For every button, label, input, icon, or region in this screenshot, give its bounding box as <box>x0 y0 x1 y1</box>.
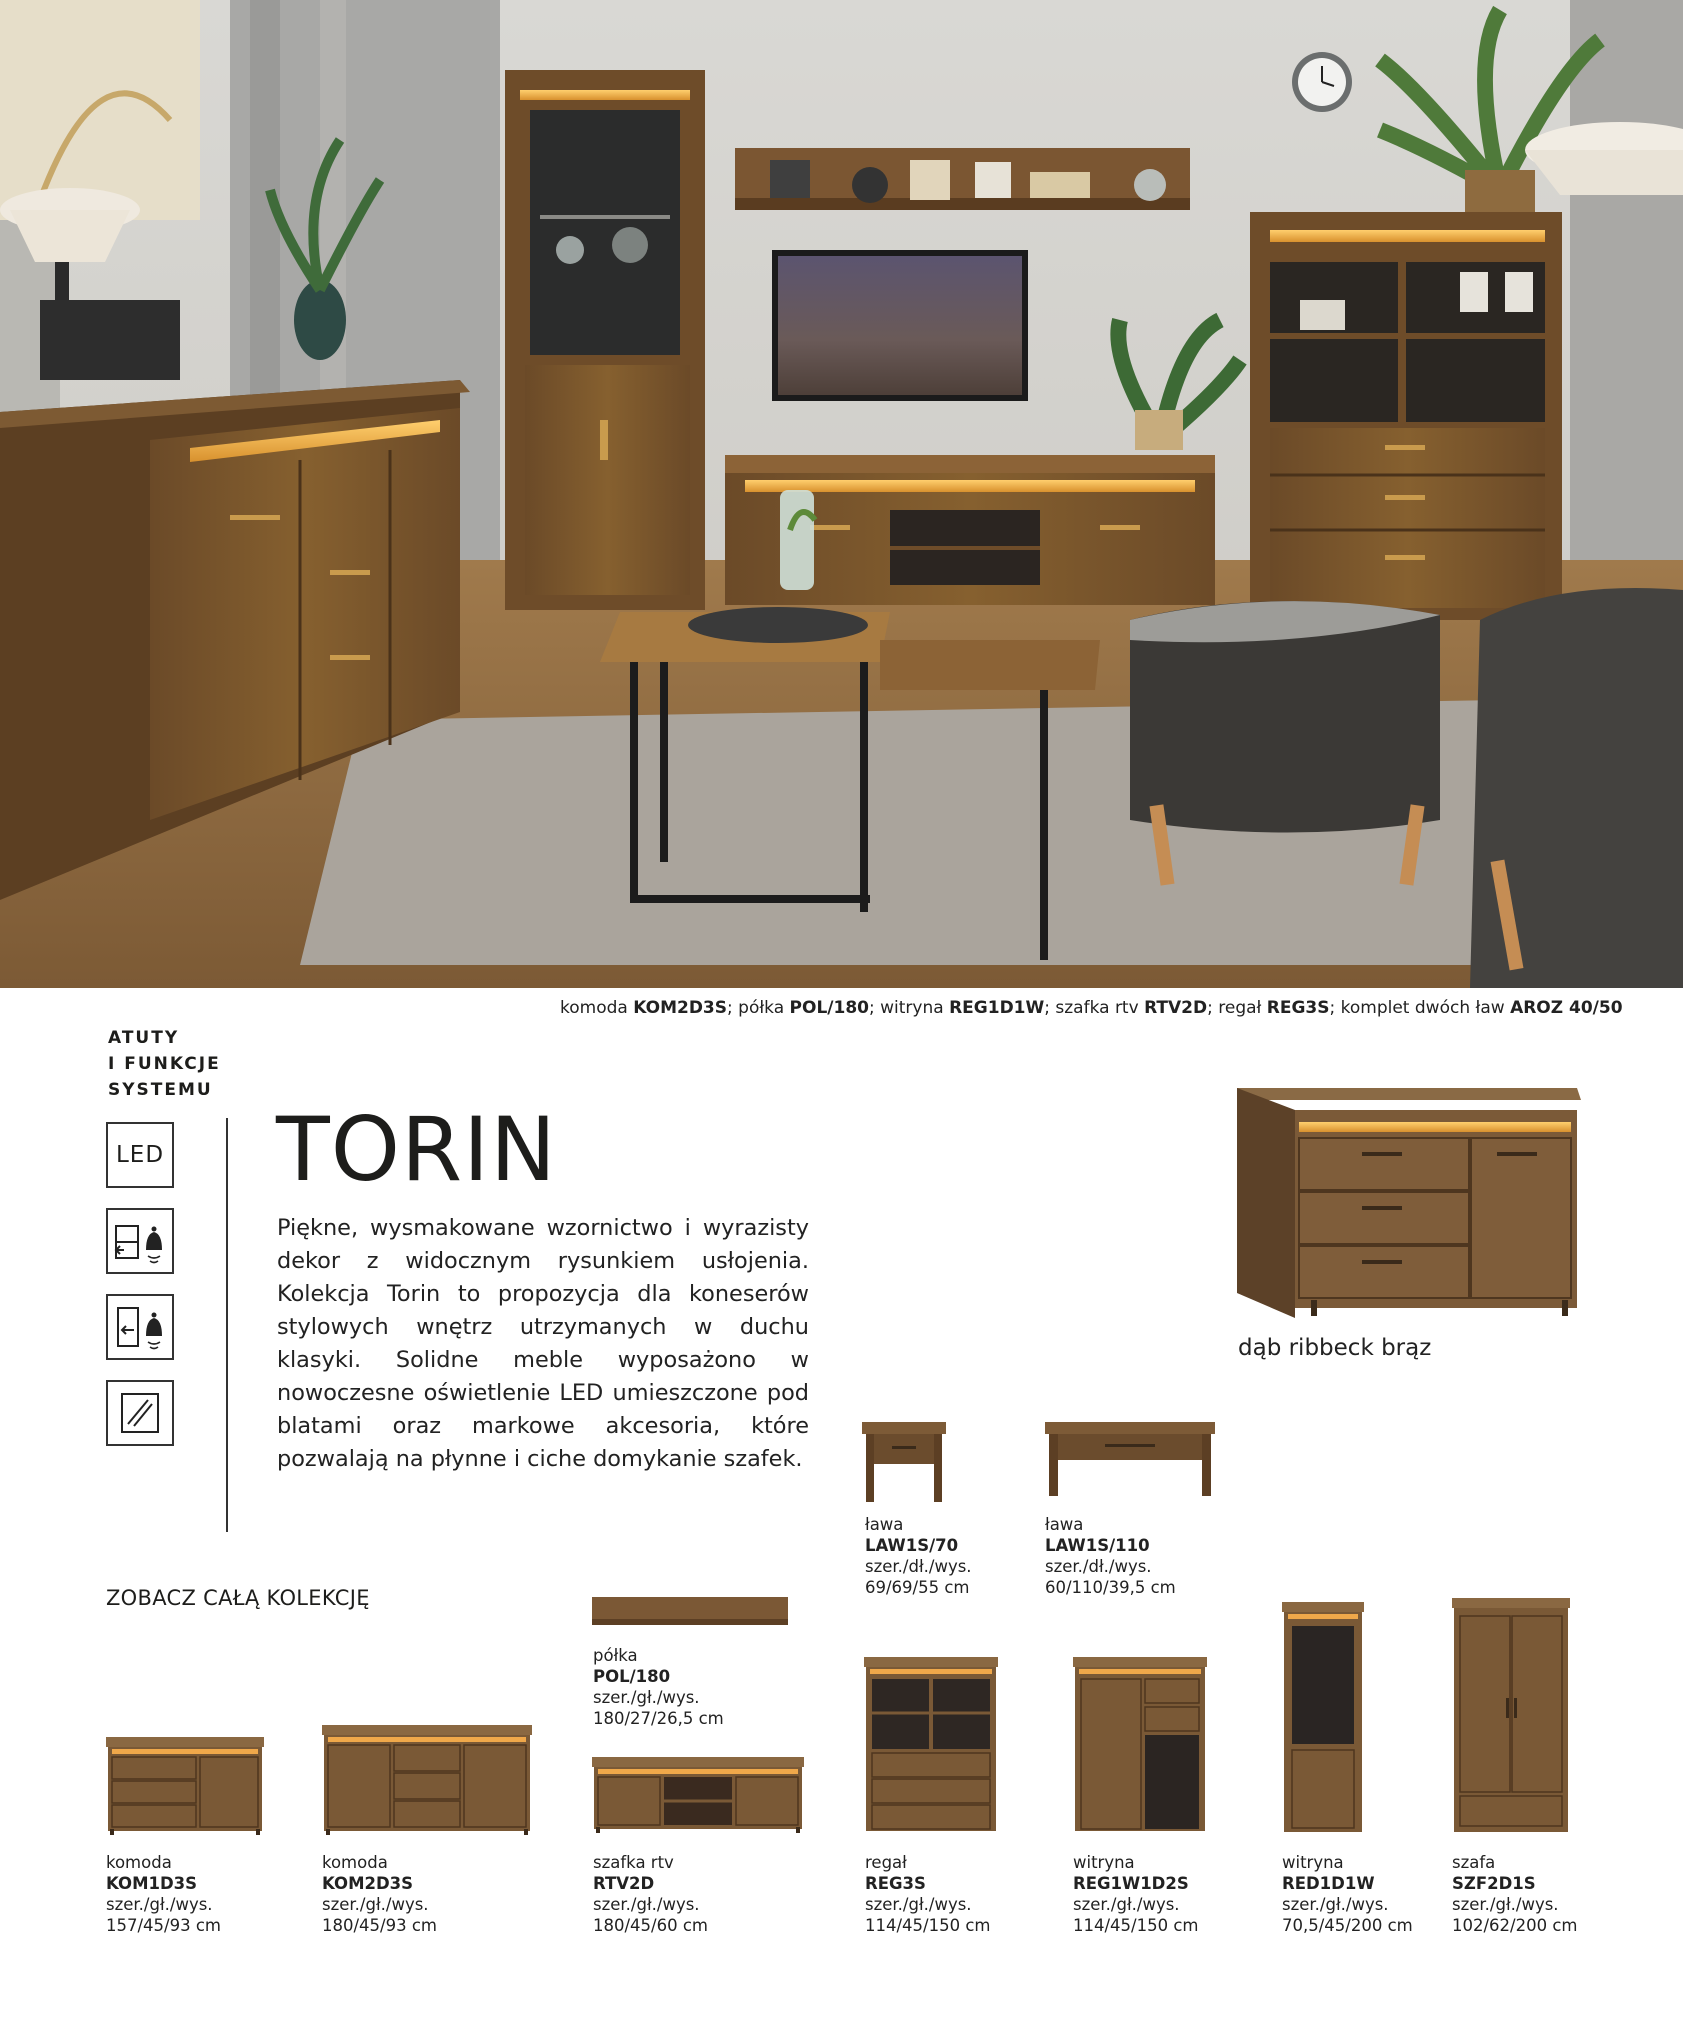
product-code: REG1W1D2S <box>1073 1874 1189 1893</box>
product-dims: 180/45/93 cm <box>322 1916 437 1935</box>
product-image-red1d1w <box>1282 1602 1364 1840</box>
product-info-kom2d3s <box>322 1852 437 1936</box>
product-info-law1s-70 <box>865 1514 972 1598</box>
soft-close-door-icon <box>106 1294 174 1360</box>
product-code: RTV2D <box>593 1874 655 1893</box>
product-code: RED1D1W <box>1282 1874 1375 1893</box>
product-dims-label: szer./gł./wys. <box>322 1895 429 1914</box>
product-info-law1s-110 <box>1045 1514 1176 1598</box>
caption-label: komoda <box>560 998 634 1018</box>
caption-code: REG3S <box>1266 998 1330 1018</box>
product-info-pol-180 <box>593 1645 724 1729</box>
product-type: szafa <box>1452 1853 1496 1872</box>
caption-label: ; witryna <box>869 998 950 1018</box>
photo-caption <box>560 998 1623 1018</box>
product-type: witryna <box>1282 1853 1344 1872</box>
featured-product-image <box>1237 1088 1581 1322</box>
product-info-szf2d1s <box>1452 1852 1578 1936</box>
product-image-reg1w1d2s <box>1073 1657 1207 1839</box>
product-type: szafka rtv <box>593 1853 674 1872</box>
caption-label: ; półka <box>727 998 790 1018</box>
product-dims: 102/62/200 cm <box>1452 1916 1578 1935</box>
product-type: komoda <box>322 1853 388 1872</box>
caption-code: RTV2D <box>1144 998 1208 1018</box>
product-dims-label: szer./dł./wys. <box>865 1557 972 1576</box>
hero-room-photo <box>0 0 1683 988</box>
product-dims-label: szer./gł./wys. <box>1282 1895 1389 1914</box>
product-image-pol-180 <box>592 1597 788 1629</box>
see-all-collection-link[interactable]: ZOBACZ CAŁĄ KOLEKCJĘ <box>106 1586 370 1610</box>
features-title-line: I FUNKCJE <box>108 1054 221 1074</box>
product-info-reg1w1d2s <box>1073 1852 1199 1936</box>
product-code: REG3S <box>865 1874 926 1893</box>
product-image-rtv2d <box>592 1757 804 1837</box>
product-dims: 60/110/39,5 cm <box>1045 1578 1176 1597</box>
glass-icon <box>106 1380 174 1446</box>
product-dims-label: szer./gł./wys. <box>593 1688 700 1707</box>
product-dims-label: szer./gł./wys. <box>1073 1895 1180 1914</box>
features-title <box>108 1025 268 1103</box>
caption-label: ; regał <box>1207 998 1267 1018</box>
product-type: ława <box>865 1515 904 1534</box>
product-type: witryna <box>1073 1853 1135 1872</box>
product-info-reg3s <box>865 1852 991 1936</box>
caption-code: REG1D1W <box>949 998 1045 1018</box>
product-dims-label: szer./gł./wys. <box>593 1895 700 1914</box>
product-dims: 157/45/93 cm <box>106 1916 221 1935</box>
caption-code: POL/180 <box>789 998 869 1018</box>
product-dims: 114/45/150 cm <box>865 1916 991 1935</box>
collection-description: Piękne, wysmakowane wzornictwo i wyrazisty dekor z widocznym rysunkiem usłojenia. Kolekcja Torin to propozycja dla koneserów stylowych wnętrz utrzymanych w duchu klasyki. Solidne meble wyposażono w nowoczesne oświetlenie LED umieszczone pod blatami oraz markowe akcesoria, które pozwalają na płynne i ciche domykanie szafek. <box>277 1215 809 1472</box>
product-dims: 180/45/60 cm <box>593 1916 708 1935</box>
section-divider <box>226 1118 228 1532</box>
soft-close-drawer-icon <box>106 1208 174 1274</box>
product-type: półka <box>593 1646 638 1665</box>
led-icon <box>106 1122 174 1188</box>
product-dims-label: szer./gł./wys. <box>1452 1895 1559 1914</box>
product-image-reg3s <box>864 1657 998 1839</box>
caption-label: ; komplet dwóch ław <box>1329 998 1511 1018</box>
product-image-kom1d3s <box>106 1737 264 1839</box>
product-dims: 70,5/45/200 cm <box>1282 1916 1413 1935</box>
product-image-szf2d1s <box>1452 1598 1570 1840</box>
caption-label: ; szafka rtv <box>1044 998 1145 1018</box>
product-info-kom1d3s <box>106 1852 221 1936</box>
product-info-rtv2d <box>593 1852 708 1936</box>
product-code: LAW1S/70 <box>865 1536 959 1555</box>
product-dims: 180/27/26,5 cm <box>593 1709 724 1728</box>
product-info-red1d1w <box>1282 1852 1413 1936</box>
collection-title: TORIN <box>276 1098 557 1201</box>
caption-code: AROZ 40/50 <box>1510 998 1623 1018</box>
product-code: KOM2D3S <box>322 1874 414 1893</box>
features-title-line: SYSTEMU <box>108 1080 213 1100</box>
product-code: POL/180 <box>593 1667 671 1686</box>
product-dims-label: szer./dł./wys. <box>1045 1557 1152 1576</box>
product-code: LAW1S/110 <box>1045 1536 1150 1555</box>
product-code: KOM1D3S <box>106 1874 198 1893</box>
product-type: ława <box>1045 1515 1084 1534</box>
product-image-law1s-70 <box>862 1422 946 1506</box>
product-code: SZF2D1S <box>1452 1874 1536 1893</box>
finish-label: dąb ribbeck brąz <box>1238 1335 1432 1361</box>
product-type: regał <box>865 1853 907 1872</box>
product-image-kom2d3s <box>322 1725 532 1839</box>
caption-code: KOM2D3S <box>633 998 728 1018</box>
product-dims: 114/45/150 cm <box>1073 1916 1199 1935</box>
product-dims-label: szer./gł./wys. <box>106 1895 213 1914</box>
product-image-law1s-110 <box>1045 1422 1215 1500</box>
product-dims: 69/69/55 cm <box>865 1578 970 1597</box>
features-title-line: ATUTY <box>108 1028 180 1048</box>
product-type: komoda <box>106 1853 172 1872</box>
led-label: LED <box>115 1142 165 1168</box>
product-dims-label: szer./gł./wys. <box>865 1895 972 1914</box>
